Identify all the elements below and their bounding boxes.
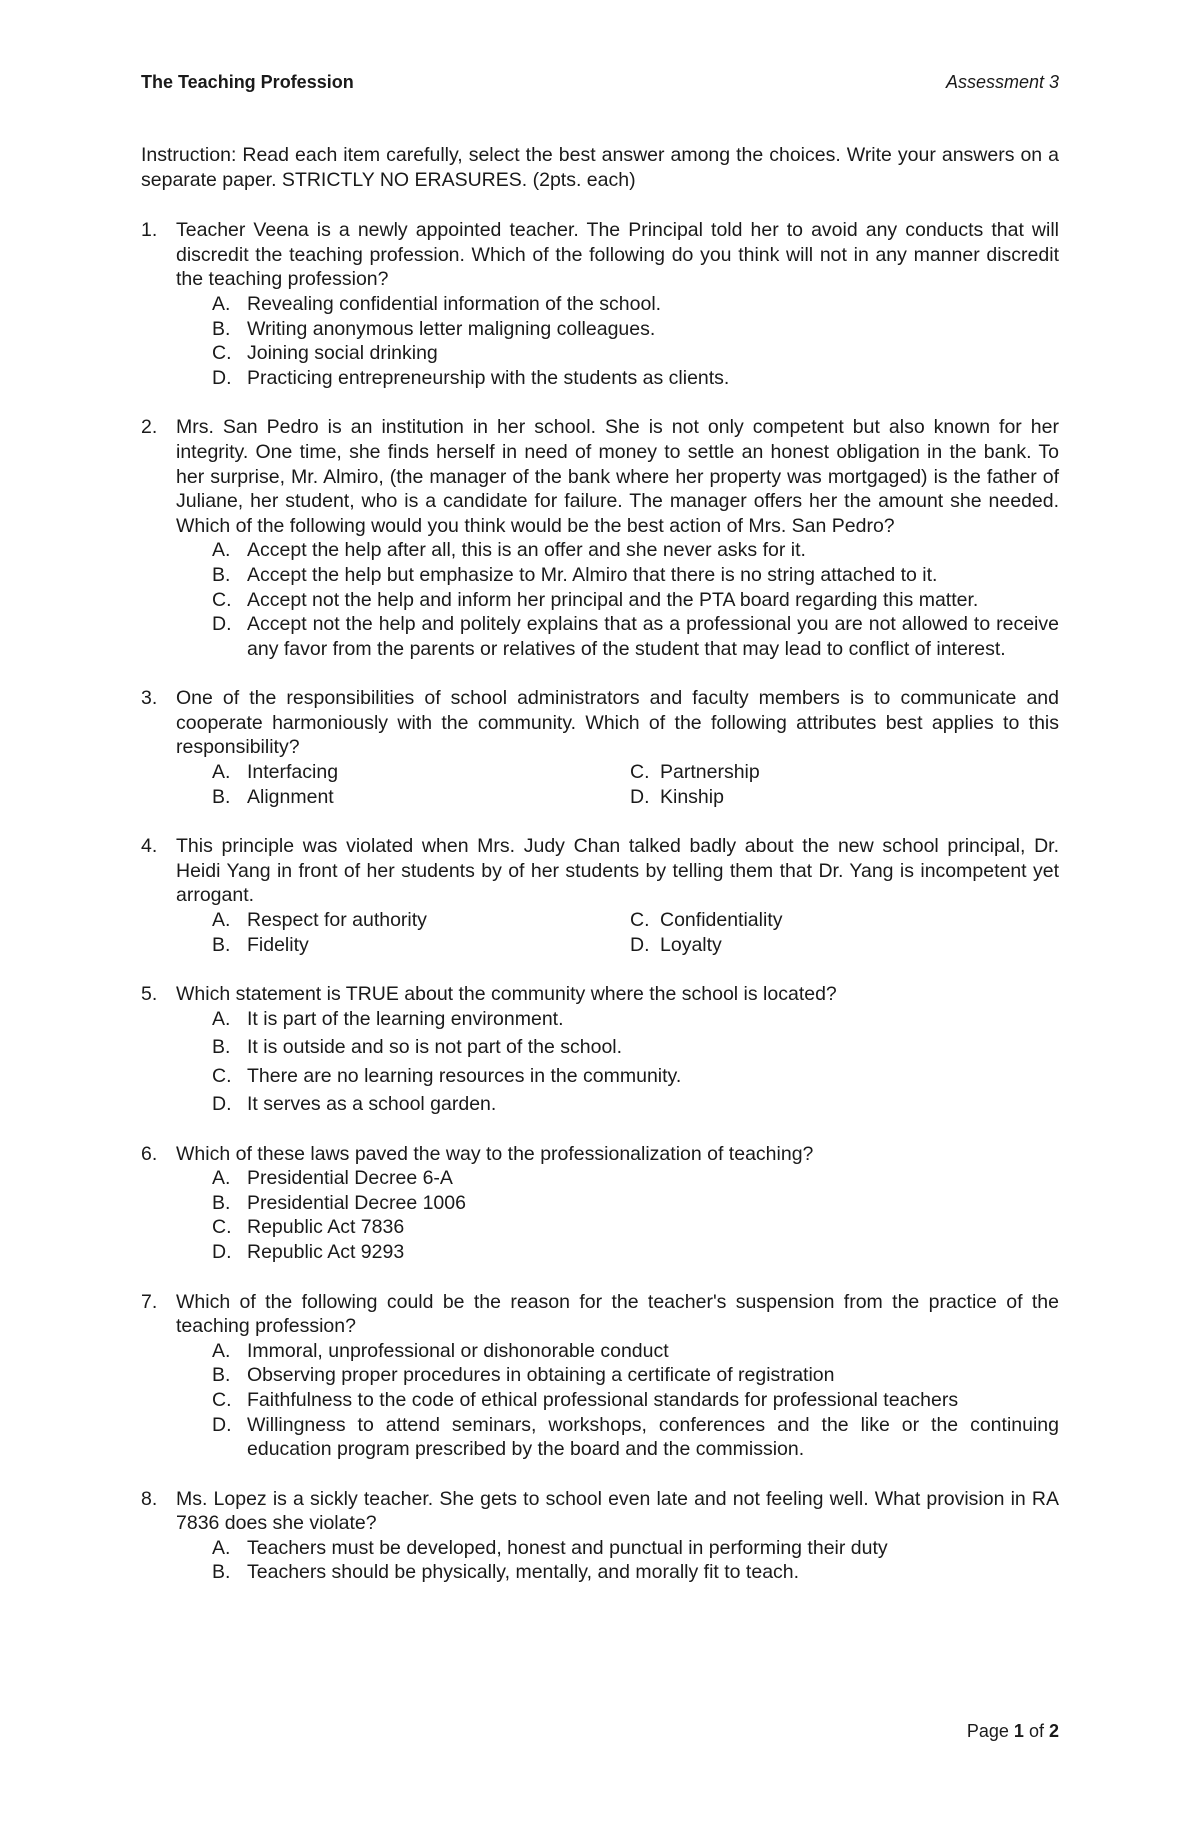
choice-item — [212, 1215, 1059, 1240]
choice-letter: D. — [212, 366, 232, 389]
choice-item — [212, 1166, 1059, 1191]
choice-list — [176, 1007, 1059, 1117]
choice-letter: B. — [212, 563, 231, 586]
choice-letter: A. — [212, 1339, 231, 1362]
choice-letter: A. — [212, 539, 231, 562]
choice-letter: D. — [630, 933, 650, 956]
choice-item — [212, 1363, 1059, 1388]
choice-letter: D. — [630, 785, 650, 808]
choice-item — [212, 1191, 1059, 1216]
question-number: 4. — [141, 835, 158, 858]
choice-letter: D. — [212, 1240, 232, 1263]
choice-letter: A. — [212, 1007, 231, 1030]
choice-item — [212, 588, 1059, 613]
choice-list — [176, 1536, 1059, 1585]
choice-text: Practicing entrepreneurship with the students as clients. — [247, 366, 730, 389]
choice-text: Joining social drinking — [247, 342, 438, 365]
choice-item — [212, 1092, 1059, 1117]
question-stem: One of the responsibilities of school administrators and faculty members is to communicate and cooperate harmoniously with the community. Which of the following attributes best applies to this responsibility? — [176, 687, 1059, 759]
choice-text: It is part of the learning environment. — [247, 1007, 564, 1030]
question-item — [141, 982, 1059, 1116]
question-item — [141, 1142, 1059, 1265]
choice-item — [630, 785, 1059, 810]
choice-item — [212, 341, 1059, 366]
choice-item — [212, 1064, 1059, 1089]
choice-letter: A. — [212, 1167, 231, 1190]
choice-item — [212, 538, 1059, 563]
choice-letter: D. — [212, 1413, 232, 1436]
choice-text: Willingness to attend seminars, workshops, conferences and the like or the continuing education program prescribed by the board and the commission. — [247, 1413, 1059, 1461]
choice-item — [212, 1240, 1059, 1265]
question-stem: Ms. Lopez is a sickly teacher. She gets to school even late and not feeling well. What provision in RA 7836 does she violate? — [176, 1487, 1059, 1535]
instruction-text: Instruction: Read each item carefully, select the best answer among the choices. Write your answers on a separate paper. STRICTLY NO ERASURES. (2pts. each) — [141, 144, 1059, 191]
question-stem: Teacher Veena is a newly appointed teacher. The Principal told her to avoid any conducts that will discredit the teaching profession. Which of the following do you think will not in any manner discredit the teaching profession? — [176, 219, 1059, 291]
choice-text: Teachers must be developed, honest and punctual in performing their duty — [247, 1536, 888, 1559]
choice-item — [630, 908, 1059, 933]
page-current: 1 — [1013, 1721, 1024, 1741]
choice-text: Accept the help after all, this is an offer and she never asks for it. — [247, 539, 806, 562]
choice-letter: A. — [212, 909, 231, 932]
choice-letter: C. — [212, 1216, 232, 1239]
question-number: 2. — [141, 416, 158, 439]
choice-item — [212, 933, 630, 958]
choice-list — [176, 760, 1059, 809]
question-stem: Which statement is TRUE about the community where the school is located? — [176, 983, 837, 1006]
choice-item — [212, 563, 1059, 588]
choice-text: Presidential Decree 6-A — [247, 1167, 453, 1190]
choice-text: Presidential Decree 1006 — [247, 1191, 466, 1214]
page-of: of — [1028, 1721, 1044, 1741]
question-stem: Mrs. San Pedro is an institution in her school. She is not only competent but also known for her integrity. One time, she finds herself in need of money to settle an honest obligation in the bank. To her surprise, Mr. Almiro, (the manager of the bank where her property was mortgaged) is the father of Juliane, her student, who is a candidate for failure. The manager offers her the amount she needed. Which of the following would you think would be the best action of Mrs. San Pedro? — [176, 416, 1059, 537]
question-number: 3. — [141, 687, 158, 710]
choice-text: Interfacing — [247, 761, 339, 784]
choice-item — [212, 292, 1059, 317]
question-item — [141, 1487, 1059, 1585]
page-label: Page — [966, 1721, 1009, 1741]
question-item — [141, 686, 1059, 809]
choice-item — [212, 1560, 1059, 1585]
question-item — [141, 1290, 1059, 1462]
choice-text: Fidelity — [247, 933, 309, 956]
question-item — [141, 834, 1059, 957]
choice-text: Observing proper procedures in obtaining a certificate of registration — [247, 1364, 835, 1387]
choice-text: Accept not the help and inform her principal and the PTA board regarding this matter. — [247, 588, 979, 611]
choice-letter: B. — [212, 1036, 231, 1059]
choice-letter: C. — [212, 342, 232, 365]
choice-letter: D. — [212, 1092, 232, 1115]
choice-item — [212, 1007, 1059, 1032]
question-stem: This principle was violated when Mrs. Judy Chan talked badly about the new school principal, Dr. Heidi Yang in front of her students by of her students by telling them that Dr. Yang is incompetent yet arrogant. — [176, 835, 1059, 907]
choice-item — [212, 317, 1059, 342]
choice-item — [630, 760, 1059, 785]
choice-item — [212, 908, 630, 933]
choice-text: Republic Act 7836 — [247, 1216, 405, 1239]
choice-letter: B. — [212, 1364, 231, 1387]
choice-letter: C. — [212, 1064, 232, 1087]
choice-item — [212, 1339, 1059, 1364]
choice-text: Accept not the help and politely explains that as a professional you are not allowed to receive any favor from the parents or relatives of the student that may lead to conflict of interest. — [247, 613, 1059, 660]
choice-letter: A. — [212, 761, 231, 784]
question-stem: Which of the following could be the reason for the teacher's suspension from the practice of the teaching profession? — [176, 1290, 1059, 1338]
assessment-label: Assessment 3 — [945, 72, 1059, 92]
choice-text: Writing anonymous letter maligning colleagues. — [247, 317, 656, 340]
choice-list — [176, 1339, 1059, 1462]
question-number: 8. — [141, 1487, 158, 1510]
choice-item — [212, 1035, 1059, 1060]
choice-text: Alignment — [247, 785, 334, 808]
choice-text: Accept the help but emphasize to Mr. Almiro that there is no string attached to it. — [247, 563, 938, 586]
choice-text: Immoral, unprofessional or dishonorable conduct — [247, 1339, 669, 1362]
choice-letter: A. — [212, 1536, 231, 1559]
page-total: 2 — [1048, 1721, 1059, 1741]
choice-text: Partnership — [660, 761, 760, 784]
choice-item — [212, 612, 1059, 661]
choice-text: Confidentiality — [660, 909, 783, 932]
question-number: 7. — [141, 1290, 158, 1313]
choice-letter: C. — [630, 909, 650, 932]
choice-letter: B. — [212, 785, 231, 808]
choice-item — [212, 366, 1059, 391]
choice-text: Loyalty — [660, 933, 722, 956]
choice-item — [212, 1413, 1059, 1462]
choice-text: Republic Act 9293 — [247, 1240, 405, 1263]
choice-letter: C. — [212, 1388, 232, 1411]
choice-list — [176, 1166, 1059, 1264]
choice-list — [176, 292, 1059, 390]
choice-text: It is outside and so is not part of the school. — [247, 1036, 623, 1059]
question-number: 5. — [141, 983, 158, 1006]
choice-text: Faithfulness to the code of ethical professional standards for professional teachers — [247, 1388, 959, 1411]
choice-item — [212, 1536, 1059, 1561]
question-number: 6. — [141, 1142, 158, 1165]
choice-text: Revealing confidential information of the school. — [247, 292, 662, 315]
choice-letter: A. — [212, 292, 231, 315]
choice-text: Respect for authority — [247, 909, 427, 932]
choice-letter: C. — [212, 588, 232, 611]
question-item — [141, 415, 1059, 661]
choice-text: Kinship — [660, 785, 724, 808]
choice-list — [176, 908, 1059, 957]
choice-item — [212, 760, 630, 785]
page-header — [141, 72, 1059, 100]
question-list — [141, 218, 1059, 1585]
choice-item — [212, 785, 630, 810]
course-title: The Teaching Profession — [141, 72, 354, 92]
question-item — [141, 218, 1059, 390]
choice-letter: D. — [212, 613, 232, 636]
choice-letter: B. — [212, 1561, 231, 1584]
choice-text: It serves as a school garden. — [247, 1092, 497, 1115]
choice-item — [212, 1388, 1059, 1413]
choice-text: There are no learning resources in the community. — [247, 1064, 682, 1087]
choice-letter: B. — [212, 317, 231, 340]
choice-item — [630, 933, 1059, 958]
choice-text: Teachers should be physically, mentally, and morally fit to teach. — [247, 1561, 800, 1584]
choice-letter: B. — [212, 933, 231, 956]
question-stem: Which of these laws paved the way to the professionalization of teaching? — [176, 1142, 814, 1165]
choice-list — [176, 538, 1059, 661]
choice-letter: C. — [630, 761, 650, 784]
document-body — [141, 143, 1059, 1610]
question-number: 1. — [141, 219, 158, 242]
choice-letter: B. — [212, 1191, 231, 1214]
page-footer — [967, 1721, 1059, 1742]
